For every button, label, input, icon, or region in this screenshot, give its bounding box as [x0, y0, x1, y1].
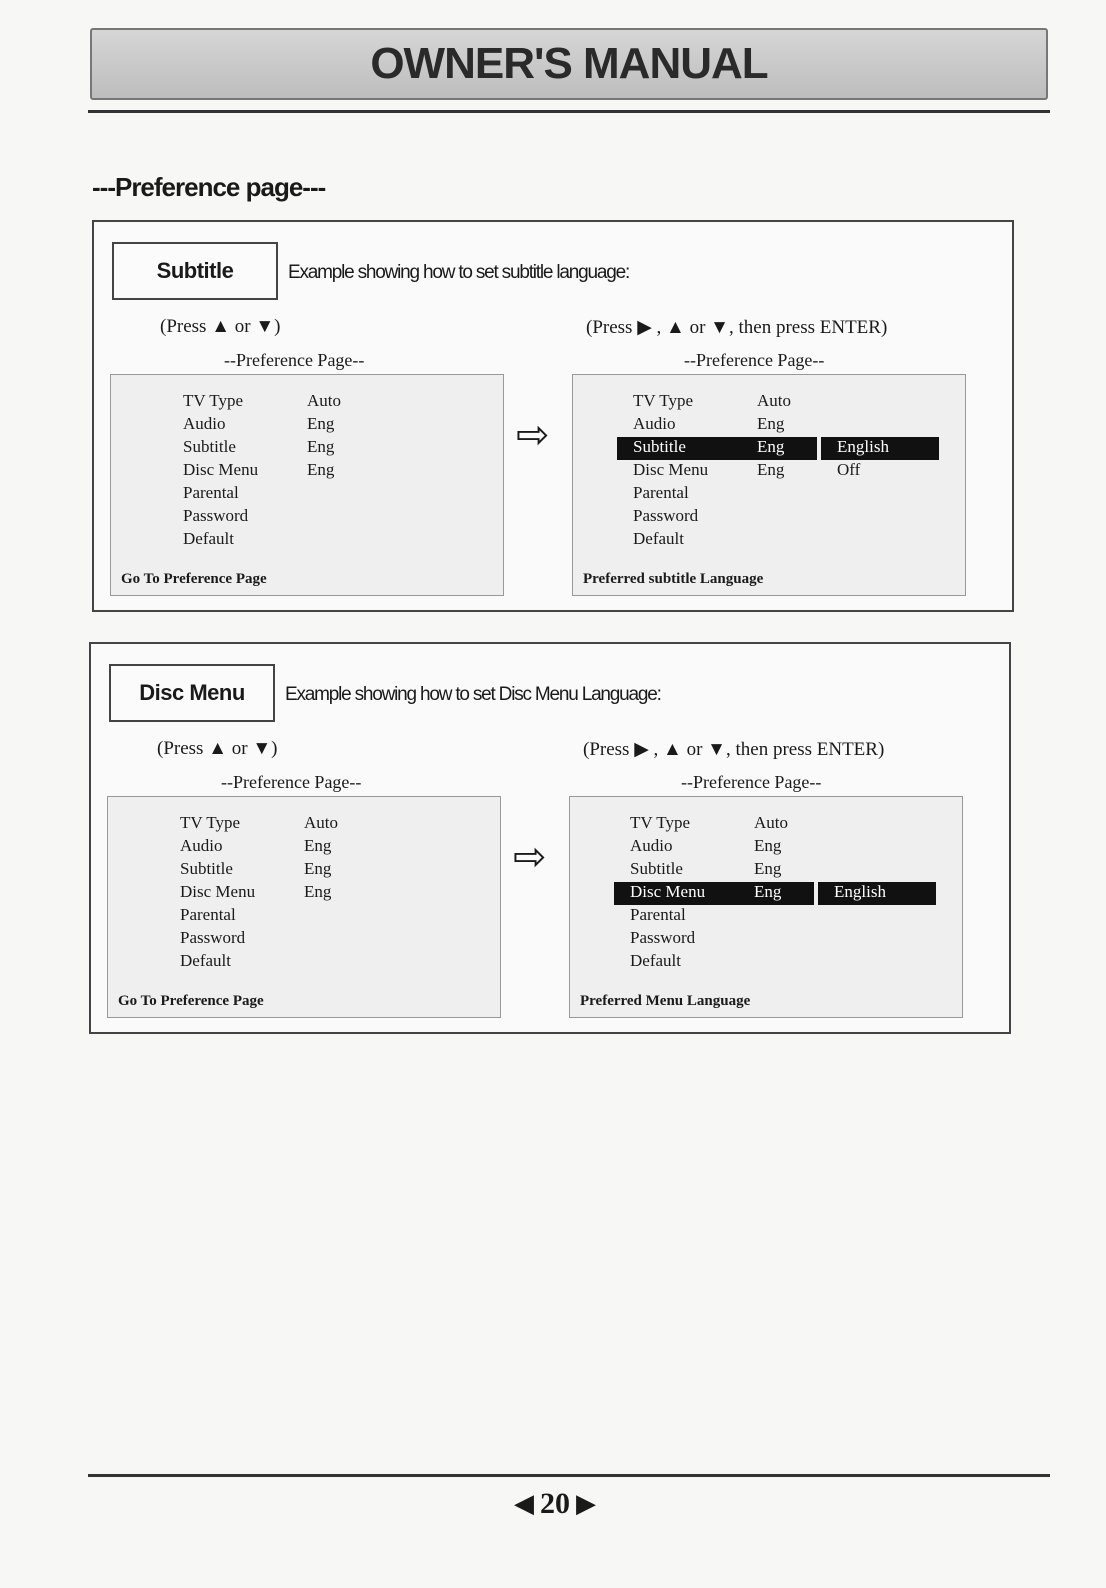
menu-row-value: Auto: [304, 813, 338, 832]
menu-row-value: Eng: [307, 437, 335, 456]
menu-row-label: Audio: [630, 836, 673, 855]
menu-row-label: Parental: [630, 905, 686, 924]
menu-row-value: Eng: [754, 836, 782, 855]
menu-row: [570, 882, 964, 905]
menu-row-label: Disc Menu: [630, 882, 706, 901]
menu-row-label: Parental: [633, 483, 689, 502]
menu-row: [573, 506, 967, 529]
subtitle-right-screen-title: --Preference Page--: [684, 350, 825, 370]
subtitle-left-screen-title: --Preference Page--: [224, 350, 365, 370]
subtitle-example-text: Example showing how to set subtitle language:: [288, 262, 630, 283]
menu-row: [573, 483, 967, 506]
menu-row: [573, 391, 967, 414]
menu-row-label: Default: [630, 951, 681, 970]
menu-row-value: Eng: [757, 460, 785, 479]
menu-row: [570, 813, 964, 836]
subtitle-left-press: (Press ▲ or ▼): [160, 316, 281, 337]
menu-row: [108, 859, 502, 882]
menu-row-value: Auto: [757, 391, 791, 410]
menu-row: [570, 951, 964, 974]
next-page-icon[interactable]: ▶: [576, 1489, 596, 1519]
menu-row: [108, 928, 502, 951]
discmenu-example-text: Example showing how to set Disc Menu Language:: [285, 684, 661, 705]
subtitle-right-screen-footer: Preferred subtitle Language: [583, 571, 764, 587]
subtitle-right-screen: [572, 374, 966, 596]
manual-header: [90, 28, 1048, 100]
menu-row: [111, 460, 505, 483]
menu-row-label: Audio: [183, 414, 226, 433]
menu-row: [111, 483, 505, 506]
menu-row-label: Password: [180, 928, 246, 947]
menu-row: [570, 928, 964, 951]
menu-row-option: English: [834, 882, 886, 901]
subtitle-right-press: (Press ▶ , ▲ or ▼, then press ENTER): [586, 317, 888, 338]
menu-row: [108, 882, 502, 905]
menu-row-option: Off: [837, 460, 861, 479]
menu-row-value: Eng: [304, 859, 332, 878]
menu-row-label: Disc Menu: [183, 460, 259, 479]
menu-row-label: Disc Menu: [180, 882, 256, 901]
menu-row: [108, 813, 502, 836]
menu-row-value: Eng: [304, 836, 332, 855]
discmenu-right-screen-title: --Preference Page--: [681, 772, 822, 792]
menu-row-value: Eng: [757, 414, 785, 433]
menu-row-label: TV Type: [180, 813, 241, 832]
menu-row: [111, 506, 505, 529]
right-arrow-icon: ⇨: [516, 412, 550, 458]
discmenu-left-press: (Press ▲ or ▼): [157, 738, 278, 759]
menu-row-value: Eng: [304, 882, 332, 901]
discmenu-right-screen-footer: Preferred Menu Language: [580, 993, 751, 1009]
menu-row-label: TV Type: [183, 391, 244, 410]
discmenu-left-screen: [107, 796, 501, 1018]
menu-row: [573, 529, 967, 552]
menu-row: [570, 859, 964, 882]
menu-row-label: Audio: [180, 836, 223, 855]
menu-row: [573, 414, 967, 437]
menu-row-label: Disc Menu: [633, 460, 709, 479]
discmenu-left-screen-title: --Preference Page--: [221, 772, 362, 792]
subtitle-tag: Subtitle: [112, 242, 278, 300]
menu-row-option: English: [837, 437, 889, 456]
menu-row-value: Eng: [754, 859, 782, 878]
menu-row-label: Subtitle: [183, 437, 236, 456]
right-arrow-icon: ⇨: [513, 834, 547, 880]
menu-row-label: Audio: [633, 414, 676, 433]
menu-row: [108, 905, 502, 928]
discmenu-right-press: (Press ▶ , ▲ or ▼, then press ENTER): [583, 739, 885, 760]
menu-row-label: Password: [633, 506, 699, 525]
menu-row-label: Subtitle: [630, 859, 683, 878]
menu-row-label: Default: [183, 529, 234, 548]
page-navigation: [490, 1484, 620, 1524]
menu-row: [573, 437, 967, 460]
menu-row-value: Auto: [754, 813, 788, 832]
subtitle-left-screen-footer: Go To Preference Page: [121, 571, 267, 587]
menu-row-label: Password: [183, 506, 249, 525]
menu-row-label: Parental: [180, 905, 236, 924]
menu-row-value: Eng: [307, 414, 335, 433]
menu-row: [108, 951, 502, 974]
subtitle-left-screen: [110, 374, 504, 596]
menu-row: [570, 836, 964, 859]
discmenu-left-screen-footer: Go To Preference Page: [118, 993, 264, 1009]
header-divider: [88, 110, 1050, 113]
menu-row-label: TV Type: [633, 391, 694, 410]
menu-row: [108, 836, 502, 859]
menu-row: [111, 391, 505, 414]
menu-row-label: Default: [180, 951, 231, 970]
menu-row-label: TV Type: [630, 813, 691, 832]
menu-row: [570, 905, 964, 928]
menu-row: [111, 529, 505, 552]
menu-row-value: Eng: [307, 460, 335, 479]
menu-row: [111, 414, 505, 437]
page-number: 20: [540, 1487, 570, 1520]
menu-row-label: Default: [633, 529, 684, 548]
discmenu-tag: Disc Menu: [109, 664, 275, 722]
section-heading: ---Preference page---: [92, 172, 326, 202]
menu-row-label: Subtitle: [180, 859, 233, 878]
manual-title: OWNER'S MANUAL: [370, 39, 768, 88]
footer-divider: [88, 1474, 1050, 1477]
discmenu-right-screen: [569, 796, 963, 1018]
menu-row-value: Auto: [307, 391, 341, 410]
menu-row: [111, 437, 505, 460]
menu-row: [573, 460, 967, 483]
menu-row-value: Eng: [757, 437, 785, 456]
menu-row-label: Parental: [183, 483, 239, 502]
discmenu-panel: [89, 642, 1011, 1034]
subtitle-panel: [92, 220, 1014, 612]
menu-row-label: Password: [630, 928, 696, 947]
previous-page-icon[interactable]: ◀: [514, 1489, 534, 1519]
menu-row-value: Eng: [754, 882, 782, 901]
menu-row-label: Subtitle: [633, 437, 686, 456]
